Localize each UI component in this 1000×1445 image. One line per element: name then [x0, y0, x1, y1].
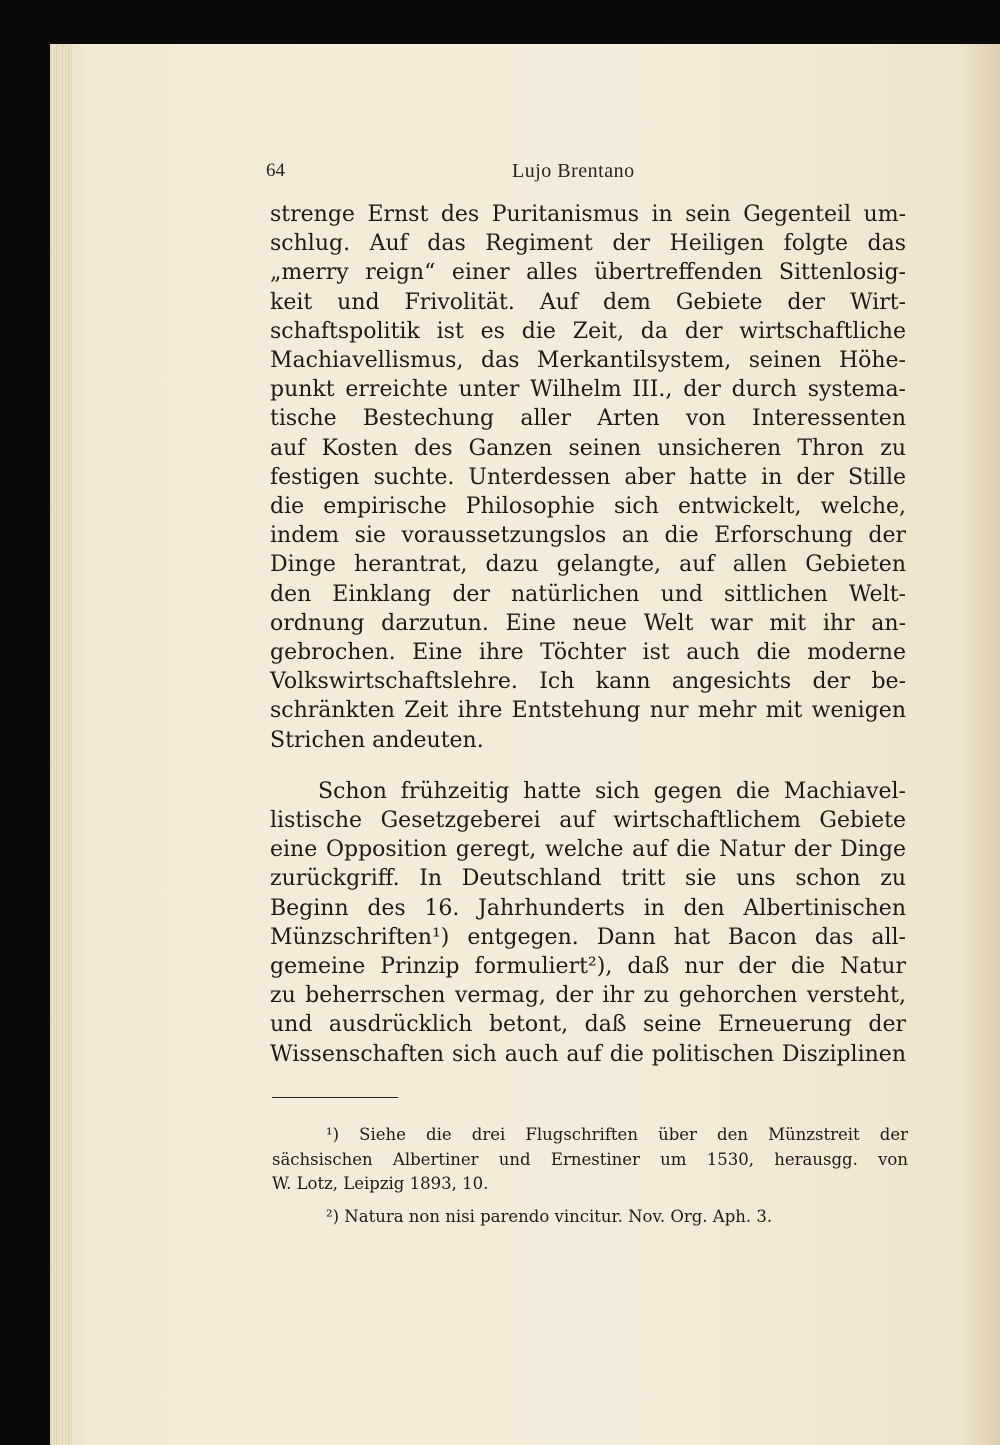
footnote-line: sächsischen Albertiner und Ernestiner um 1530, herausgg. von — [272, 1149, 908, 1169]
text-line: eine Opposition geregt, welche auf die Natur der Dinge — [270, 837, 906, 863]
text-line: Strichen andeuten. — [270, 727, 484, 753]
text-line: gemeine Prinzip formuliert²), daß nur der die Natur — [270, 954, 906, 980]
text-line: zurückgriff. In Deutschland tritt sie uns schon zu — [270, 866, 906, 892]
text-line: festigen suchte. Unterdessen aber hatte in der Stille — [270, 464, 906, 490]
footnote-2 — [272, 1205, 908, 1230]
text-line: Machiavellismus, das Merkantilsystem, seinen Höhe- — [270, 348, 906, 374]
page-edges — [50, 44, 72, 1445]
footnote-1 — [272, 1123, 908, 1197]
paragraph-2 — [270, 777, 906, 1069]
text-line: schlug. Auf das Regiment der Heiligen folgte das — [270, 231, 906, 257]
footnote-line: ²) Natura non nisi parendo vincitur. Nov. Org. Aph. 3. — [326, 1206, 773, 1226]
text-line: listische Gesetzgeberei auf wirtschaftlichem Gebiete — [270, 808, 906, 834]
text-line: auf Kosten des Ganzen seinen unsicheren Thron zu — [270, 435, 906, 461]
text-line: gebrochen. Eine ihre Töchter ist auch die moderne — [270, 640, 906, 666]
text-line: schränkten Zeit ihre Entstehung nur mehr mit wenigen — [270, 698, 906, 724]
footnote-line: ¹) Siehe die drei Flugschriften über den Münzstreit der — [326, 1125, 908, 1144]
text-line: Schon frühzeitig hatte sich gegen die Machiavel- — [318, 778, 906, 804]
footnote-line: W. Lotz, Leipzig 1893, 10. — [272, 1174, 489, 1193]
text-line: keit und Frivolität. Auf dem Gebiete der Wirt- — [270, 289, 906, 315]
page-number: 64 — [266, 160, 285, 181]
paragraph-1 — [270, 200, 906, 755]
text-line: Wissenschaften sich auch auf die politischen Disziplinen — [270, 1041, 906, 1067]
text-line: punkt erreichte unter Wilhelm III., der durch systema- — [270, 377, 906, 403]
text-line: Beginn des 16. Jahrhunderts in den Albertinischen — [270, 895, 906, 921]
text-line: Volkswirtschaftslehre. Ich kann angesichts der be- — [270, 669, 906, 695]
text-line: tische Bestechung aller Arten von Interessenten — [270, 406, 906, 432]
text-line: zu beherrschen vermag, der ihr zu gehorchen versteht, — [270, 983, 906, 1009]
footnote-divider — [272, 1097, 398, 1098]
text-line: Münzschriften¹) entgegen. Dann hat Bacon das all- — [270, 924, 906, 950]
text-line: Dinge herantrat, dazu gelangte, auf allen Gebieten — [270, 552, 906, 578]
text-line: die empirische Philosophie sich entwickelt, welche, — [270, 494, 906, 520]
running-head: Lujo Brentano — [512, 160, 635, 182]
footnotes — [272, 1123, 908, 1229]
text-line: strenge Ernst des Puritanismus in sein Gegenteil um- — [270, 202, 906, 227]
text-line: schaftspolitik ist es die Zeit, da der wirtschaftliche — [270, 318, 906, 344]
text-line: und ausdrücklich betont, daß seine Erneuerung der — [270, 1012, 906, 1038]
text-line: „merry reign“ einer alles übertreffenden Sittenlosig- — [270, 260, 906, 286]
main-text — [270, 200, 906, 1069]
page-gutter-shadow — [960, 44, 1000, 1445]
text-line: indem sie voraussetzungslos an die Erforschung der — [270, 523, 906, 549]
page-header — [266, 160, 906, 190]
text-line: ordnung darzutun. Eine neue Welt war mit ihr an- — [270, 610, 906, 636]
text-line: den Einklang der natürlichen und sittlichen Welt- — [270, 581, 906, 607]
